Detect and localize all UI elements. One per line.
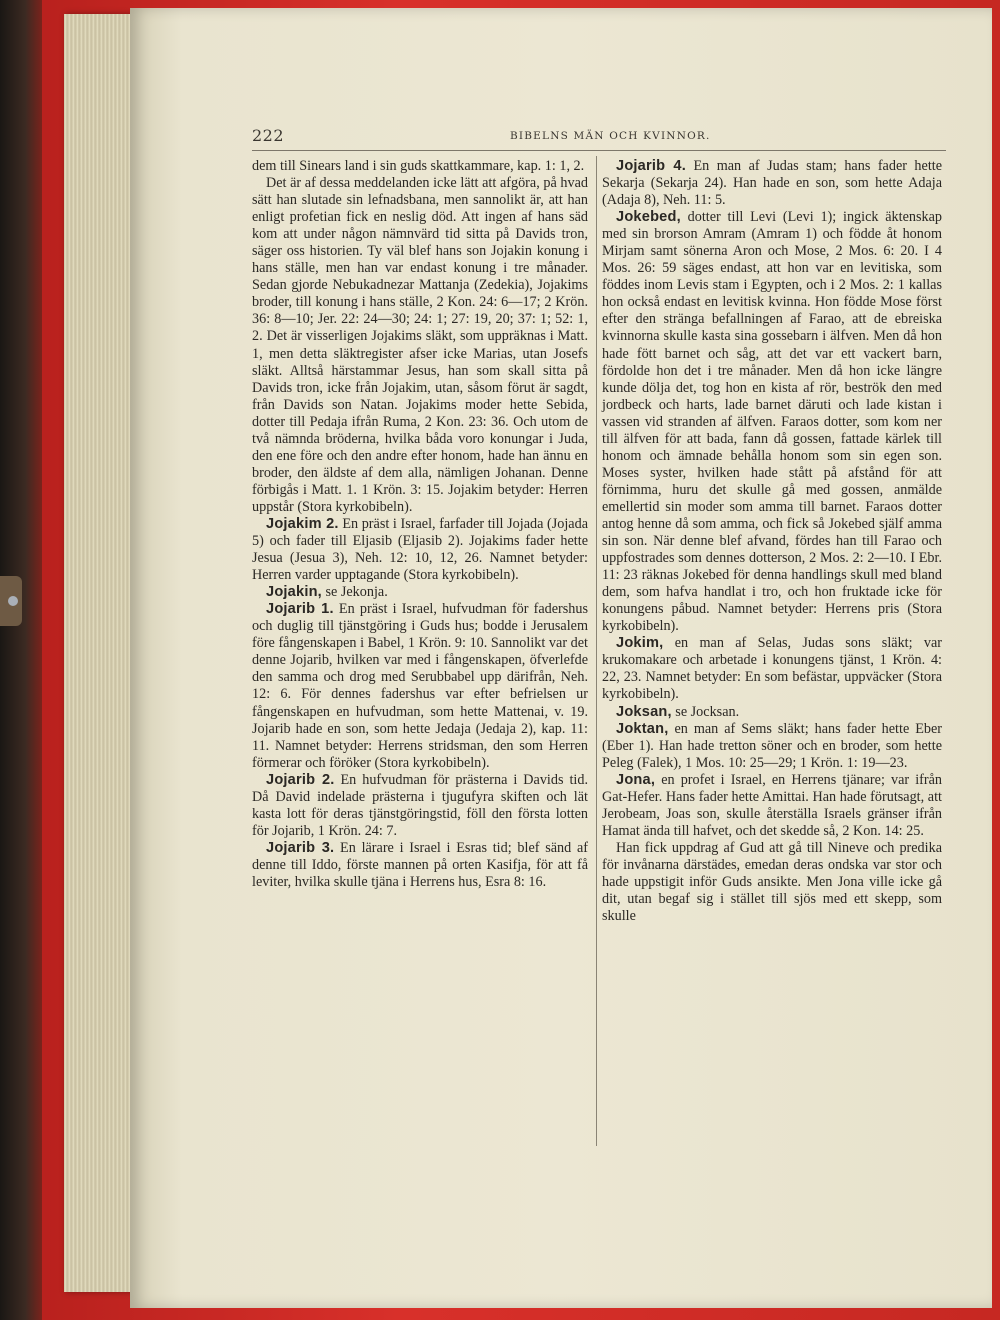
entry-text: dotter till Levi (Levi 1); ingick äktenskap med sin brorson Amram (Amram 1) och födde åt honom Mirjam samt sönerna Aron och Mose, 2 Mos. 6: 20. I 4 Mos. 26: 59 säges endast, att hon var en levitiska, som föddes inom Levis stam i Egypten, och i 2 Mos. 2: 1 kallas hon också endast en levitisk kvinna. Hon födde Mose först efter den stränga befallningen af Farao, att de ebreiska kvinnorna skulle kasta sina gossebarn i älfven. Men då hon hade fött barnet och såg, att det var ett vackert barn, fördolde hon det i tre månader. Men då hon icke längre kunde dölja det, tog hon en kista af rör, beströk den med jordbeck och harts, lade barnet däruti och lade kistan i vassen vid stranden af älfven. Faraos dotter, som kom ner till älfven för att bada, fann då gossen, fattade kärlek till honom och ämnade behålla honom som sin egen son. Moses syster, hvilken hade stått på afstånd för att förnimma, huru det skulle gå med gossen, anmälde emellertid sin moder som amma till barnet. Faraos dotter antog henne då som amma, och fick så Jokebed själf amma sin son. När denne blef afvand, fördes han till Farao och uppfostrades som dennes dotterson, 2 Mos. 2: 2—10. I Ebr. 11: 23 räknas Jokebed för denna handlings skull med bland dem, som hafva handlat i tro, och hon fruktade icke för konungens påbud. Namnet betyder: Herrens pris (Stora kyrkobibeln). [602,209,942,635]
entry-text: En lärare i Israel i Esras tid; blef sänd af denne till Iddo, förste mannen på orten Kasifja, för att få leviter, hvilka skulle tjäna i Herrens hus, Esra 8: 16. [252,839,589,890]
page-edges [64,14,134,1292]
entry-headword: Joktan, [616,720,669,737]
paragraph: dem till Sinears land i sin guds skattkammare, kap. 1: 1, 2. [252,158,585,174]
entry-jokim [602,635,942,703]
entry-jojakin [252,584,588,601]
entry-text: En präst i Israel, farfader till Jojada (Jojada 5) och fader till Eljasib (Eljasib 2). Jojakims fader hette Jesua (Jesua 3), Neh. 12: 10, 12, 26. Namnet betyder: Herren varder upptagande (Stora kyrkobibeln). [252,515,588,584]
entry-joktan [602,721,942,772]
running-title: BIBELNS MÄN OCH KVINNOR. [510,130,711,142]
entry-headword: Jojarib 3. [266,839,335,856]
entry-text: en profet i Israel, en Herrens tjänare; var ifrån Gat-Hefer. Hans fader hette Amittai. Han hade förutsagt, att Jerobeam, Joas son, skulle återställa Israels gränser ifrån Hamat ända till hafvet, och det skedde så, 2 Kon. 14: 25. [602,771,942,839]
entry-headword: Jojarib 4. [616,158,687,174]
paragraph: Han fick uppdrag af Gud att gå till Nineve och predika för invånarna därstädes, emedan deras ondska var stor och hade uppstigit inför Guds ansikte. Men Jona ville icke gå dit, utan begaf sig i stället till sjös med ett skepp, som skulle [602,839,942,925]
entry-headword: Jojarib 2. [266,771,335,788]
entry-headword: Joksan, [616,703,672,720]
paragraph: Det är af dessa meddelanden icke lätt att afgöra, på hvad sätt han slutade sin lefnadsbana, men sannolikt är, att han enligt profetian fick en neslig död. Att ingen af hans säd kom att under någon nämnvärd tid sitta på Davids tron, säger oss historien. Ty väl blef hans son Jojakin konung i hans ställe, men han var endast konung i tre månader. Sedan gjorde Nebukadnezar Mattanja (Zedekia), Jojakims broder, till konung i hans ställe, 2 Kon. 24: 6—17; 2 Krön. 36: 8—10; Jer. 22: 24—30; 24: 1; 27: 19, 20; 37: 1; 52: 1, 2. Det är visserligen Jojakims släkt, som uppräknas i Matt. 1, men detta släktregister afser icke Marias, utan Josefs släkt. Alltså härstammar Jesus, han som skall sitta på Davids tron, icke från Jojakim, utan, såsom förut är sagdt, från Davids son Natan. Jojakims moder hette Sebida, dotter till Pedaja ifrån Ruma, 2 Kon. 23: 36. Och utom de två nämnda bröderna, hvilka båda voro konungar i Juda, den ene före och den andre efter honom, hade han ännu en broder, den äldste af dem alla, nämligen Johanan. Denne förbigås i Matt. 1. 1 Krön. 3: 15. Jojakim betyder: Herren uppstår (Stora kyrkobibeln). [252,175,588,515]
entry-joksan [602,704,942,721]
left-column [252,158,588,891]
entry-headword: Jokebed, [616,209,681,226]
entry-headword: Jokim, [616,635,664,652]
entry-text: se Jocksan. [671,703,740,720]
page-number: 222 [252,126,285,145]
entry-headword: Jojarib 1. [266,601,334,618]
entry-jojarib-1 [252,601,588,771]
entry-jona [602,772,942,840]
entry-text: En hufvudman för prästerna i Davids tid. Då David indelade prästerna i tjugufyra skiften och lät kasta lott för deras tjänstgöringstid, föll den första lotten för Jojarib, 1 Krön. 24: 7. [252,771,588,839]
right-column [602,158,942,925]
entry-text: se Jekonja. [321,584,388,601]
column-divider [596,156,597,1146]
header-rule [252,150,946,151]
book-spine-shadow [0,0,42,1320]
entry-jojarib-3 [252,840,588,891]
entry-text: En man af Judas stam; hans fader hette Sekarja (Sekarja 24). Han hade en son, som hette Adaja (Adaja 8), Neh. 11: 5. [602,158,943,209]
clip-rivet [8,596,18,606]
entry-text: En präst i Israel, hufvudman för fadershus och duglig till tjänstgöring i Guds hus; bodde i Jerusalem före fångenskapen i Babel, 1 Krön. 9: 10. Sannolikt var det denne Jojarib, hvilken var med i fångenskapen, öfverlefde den samma och drog med Serubbabel upp därifrån, Neh. 12: 6. För dennes fadershus var efter befrielsen ur fångenskapen en hufvudman, som hette Mattenai, v. 19. Jojarib hade en son, som hette Jedaja (Jedaja 2), kap. 11: 11. Namnet betyder: Herrens stridsman, den som Herren förmerar och föröker (Stora kyrkobibeln). [252,601,588,771]
entry-headword: Jojakin, [266,584,322,601]
entry-jojakim-2 [252,516,588,584]
entry-text: en man af Selas, Judas sons släkt; var krukomakare och arbetade i konungens tjänst, 1 Krön. 4: 22, 23. Namnet betyder: En som befästar, uppväcker (Stora kyrkobibeln). [602,635,942,703]
entry-headword: Jojakim 2. [266,515,339,532]
running-head [252,126,952,148]
entry-jojarib-2 [252,772,588,840]
entry-jojarib-4 [602,158,942,209]
entry-headword: Jona, [616,771,656,788]
entry-text: en man af Sems släkt; hans fader hette Eber (Eber 1). Han hade tretton söner och en broder, som hette Peleg (Falek), 1 Mos. 10: 25—29; 1 Krön. 1: 19—23. [602,720,942,771]
entry-jokebed [602,209,942,635]
